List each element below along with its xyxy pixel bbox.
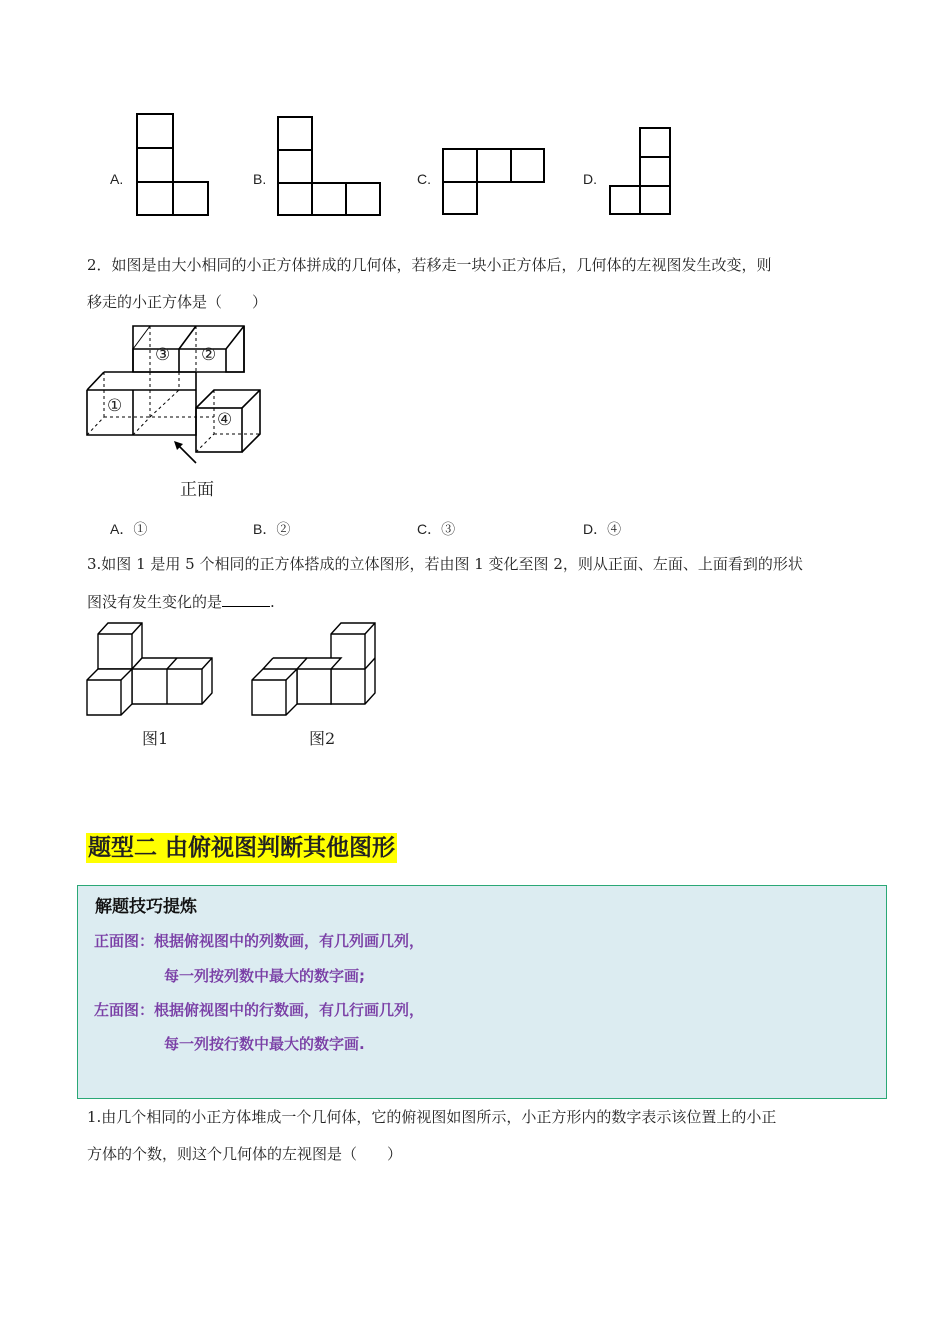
q2-option-a[interactable]: A．① — [110, 521, 148, 537]
tip2-line-b: 每一列按行数中最大的数字画. — [164, 1035, 365, 1053]
section2-heading: 题型二 由俯视图判断其他图形 — [88, 835, 396, 861]
tip1-row — [94, 930, 424, 951]
q1-option-c-figure — [442, 148, 547, 217]
tip1-label: 正面图： — [94, 932, 155, 950]
q2-option-c[interactable]: C．③ — [417, 521, 456, 537]
q1-option-b-figure — [277, 116, 383, 217]
q3-figure-1 — [86, 622, 216, 718]
tip1-line-b: 每一列按列数中最大的数字画; — [164, 967, 365, 985]
q3-figure-2 — [251, 622, 381, 718]
q3-text-line2-after: . — [270, 593, 275, 611]
q2-cube-label-1: ① — [107, 396, 123, 416]
tips-title: 解题技巧提炼 — [95, 897, 197, 917]
q2-text-line2: 移走的小正方体是（ ） — [87, 293, 268, 311]
q4-text-line1: 1.由几个相同的小正方体堆成一个几何体，它的俯视图如图所示，小正方形内的数字表示该位置上的小正 — [87, 1108, 777, 1126]
tip1-line-a: 根据俯视图中的列数画，有几列画几列， — [154, 932, 425, 950]
q1-option-b-label[interactable]: B. — [253, 171, 267, 187]
q1-option-d-figure — [609, 127, 673, 217]
q2-option-d[interactable]: D．④ — [583, 521, 622, 537]
q2-cube-label-3: ③ — [155, 345, 171, 365]
q3-answer-blank[interactable] — [222, 592, 270, 607]
q3-text-line2 — [87, 592, 275, 612]
tip2-row — [94, 999, 424, 1020]
q1-option-d-label[interactable]: D. — [583, 171, 597, 187]
q3-text-line2-before: 图没有发生变化的是 — [87, 593, 223, 611]
q2-option-b[interactable]: B．② — [253, 521, 291, 537]
q1-option-c-label[interactable]: C. — [417, 171, 431, 187]
tip2-line-a: 根据俯视图中的行数画，有几行画几列， — [154, 1001, 425, 1019]
q3-fig1-caption: 图1 — [142, 729, 169, 748]
tip2-label: 左面图： — [94, 1001, 155, 1019]
q4-text-line2: 方体的个数，则这个几何体的左视图是（ ） — [87, 1145, 403, 1163]
q3-text-line1: 3.如图 1 是用 5 个相同的正方体搭成的立体图形，若由图 1 变化至图 2，则从正面、左面、上面看到的形状 — [87, 555, 803, 573]
q1-option-a-label[interactable]: A. — [110, 171, 124, 187]
tips-box — [77, 885, 887, 1099]
q2-cube-label-4: ④ — [217, 410, 233, 430]
q3-fig2-caption: 图2 — [309, 729, 336, 748]
q2-text-line1: 2．如图是由大小相同的小正方体拼成的几何体，若移走一块小正方体后，几何体的左视图发生改变，则 — [87, 256, 772, 274]
q2-cube-label-2: ② — [201, 345, 217, 365]
q1-option-a-figure — [136, 113, 210, 217]
q2-front-label: 正面 — [180, 480, 214, 500]
